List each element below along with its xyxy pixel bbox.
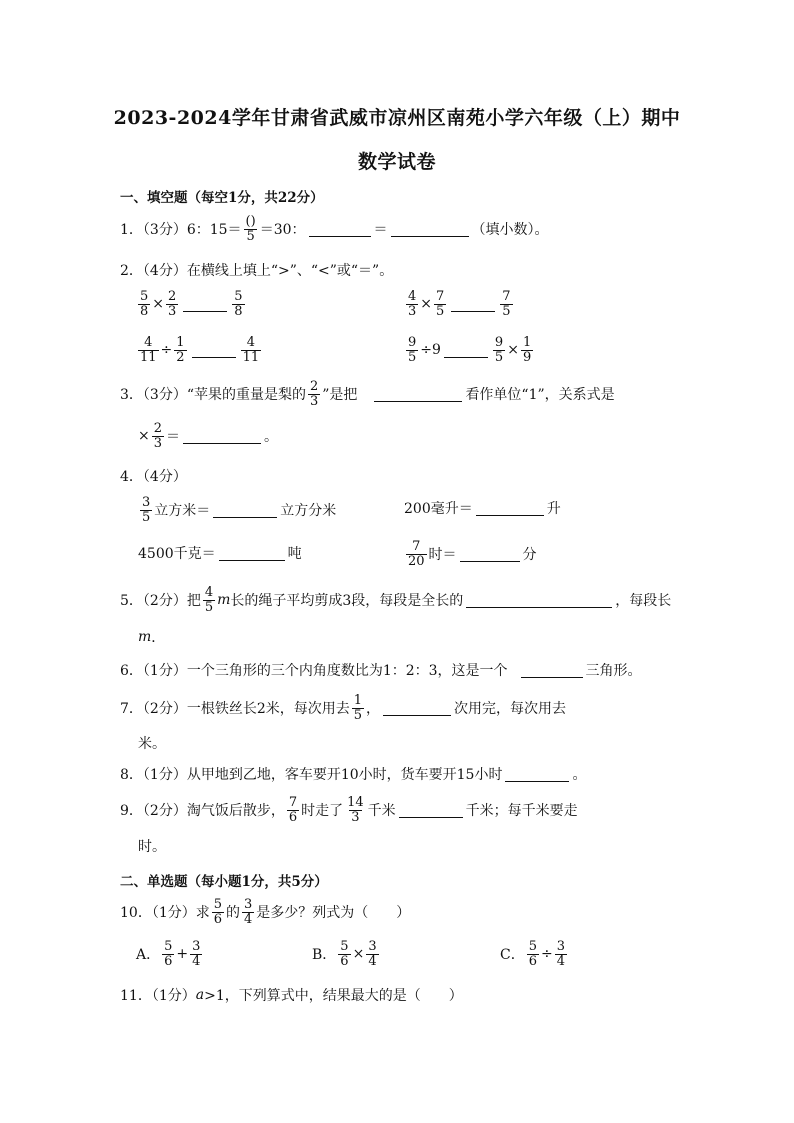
conversion-c: 4500千克＝ 吨 — [138, 546, 302, 562]
exam-title-line1: 2023-2024学年甘肃省武威市凉州区南苑小学六年级（上）期中 — [113, 107, 681, 129]
section-1-heading: 一、填空题（每空1分，共22分） — [120, 190, 324, 206]
question-5-line2: m ． — [138, 629, 166, 646]
question-7: 7．（2分）一根铁丝长2米，每次用去 1 5 ， 次用完，每次用去 — [120, 693, 567, 723]
exam-title-line2: 数学试卷 — [357, 151, 436, 173]
question-3: 3．（3分）“苹果的重量是梨的 2 3 ”是把 看作单位“1”，关系式是 — [120, 379, 615, 409]
answer-blank[interactable] — [374, 387, 462, 402]
question-8: 8．（1分）从甲地到乙地，客车要开10小时，货车要开15小时 。 — [120, 767, 587, 783]
conversion-b: 200毫升＝ 升 — [404, 501, 561, 517]
answer-blank[interactable] — [183, 429, 261, 444]
answer-blank[interactable] — [383, 701, 451, 716]
question-9: 9．（2分）淘气饭后散步， 7 6 时走了 14 3 千米 千米；每千米要走 — [120, 795, 578, 825]
question-10: 10．（1分）求 5 6 的 3 4 是多少？列式为（ ） — [120, 897, 411, 927]
answer-blank[interactable] — [451, 297, 495, 312]
conversion-a: 3 5 立方米＝ 立方分米 — [142, 495, 337, 525]
question-2: 2．（4分）在横线上填上“>”、“<”或“＝”。 — [120, 263, 394, 279]
compare-item-b: $\frac{4}{3}$ × $\frac{7}{5}$ 7 5 — [408, 289, 511, 319]
question-6: 6．（1分）一个三角形的三个内角度数比为1：2：3，这是一个 三角形。 — [120, 663, 642, 679]
question-5: 5．（2分）把 4 5 m 长的绳子平均剪成3段，每段是全长的 ，每段长 — [120, 585, 672, 615]
compare-item-a: $\frac{5}{8}$ × $\frac{2}{3}$ 5 8 — [140, 289, 243, 319]
answer-blank[interactable] — [521, 663, 583, 678]
answer-blank[interactable] — [391, 222, 469, 237]
question-7-line2: 米。 — [138, 736, 166, 752]
answer-blank[interactable] — [399, 803, 463, 818]
answer-blank[interactable] — [183, 297, 227, 312]
answer-blank[interactable] — [444, 343, 488, 358]
compare-item-d: $\frac{9}{5}$ ÷9 $\frac{9}{5}$ × $\frac{1}{9}$ — [408, 335, 532, 365]
answer-blank[interactable] — [309, 222, 371, 237]
option-a[interactable]: A． 5 6 + $\frac{3}{4}$ — [136, 939, 201, 969]
option-b[interactable]: B． $\frac{5}{6}$ × $\frac{3}{4}$ — [312, 939, 377, 969]
answer-blank[interactable] — [192, 343, 236, 358]
fraction: () 5 — [245, 214, 256, 244]
answer-blank[interactable] — [219, 546, 285, 561]
answer-blank[interactable] — [476, 501, 544, 516]
answer-blank[interactable] — [460, 547, 520, 562]
answer-blank[interactable] — [466, 593, 612, 608]
option-c[interactable]: C． $\frac{5}{6}$ ÷ $\frac{3}{4}$ — [500, 939, 566, 969]
answer-blank[interactable] — [213, 503, 277, 518]
question-9-line2: 时。 — [138, 839, 166, 855]
answer-blank[interactable] — [505, 767, 569, 782]
compare-item-c: $\frac{4}{11}$ ÷ $\frac{1}{2}$ 4 11 — [140, 335, 260, 365]
question-1: 1．（3分）6：15＝ () 5 ＝30： ＝ （填小数）。 — [120, 214, 549, 244]
question-4: 4．（4分） — [120, 469, 187, 485]
conversion-d: 7 20 时＝ 分 — [408, 539, 537, 569]
question-3-line2: × $\frac{2}{3}$ ＝ 。 — [138, 421, 279, 451]
question-11: 11．（1分） a >1，下列算式中，结果最大的是（ ） — [120, 987, 463, 1004]
section-2-heading: 二、单选题（每小题1分，共5分） — [120, 874, 328, 890]
